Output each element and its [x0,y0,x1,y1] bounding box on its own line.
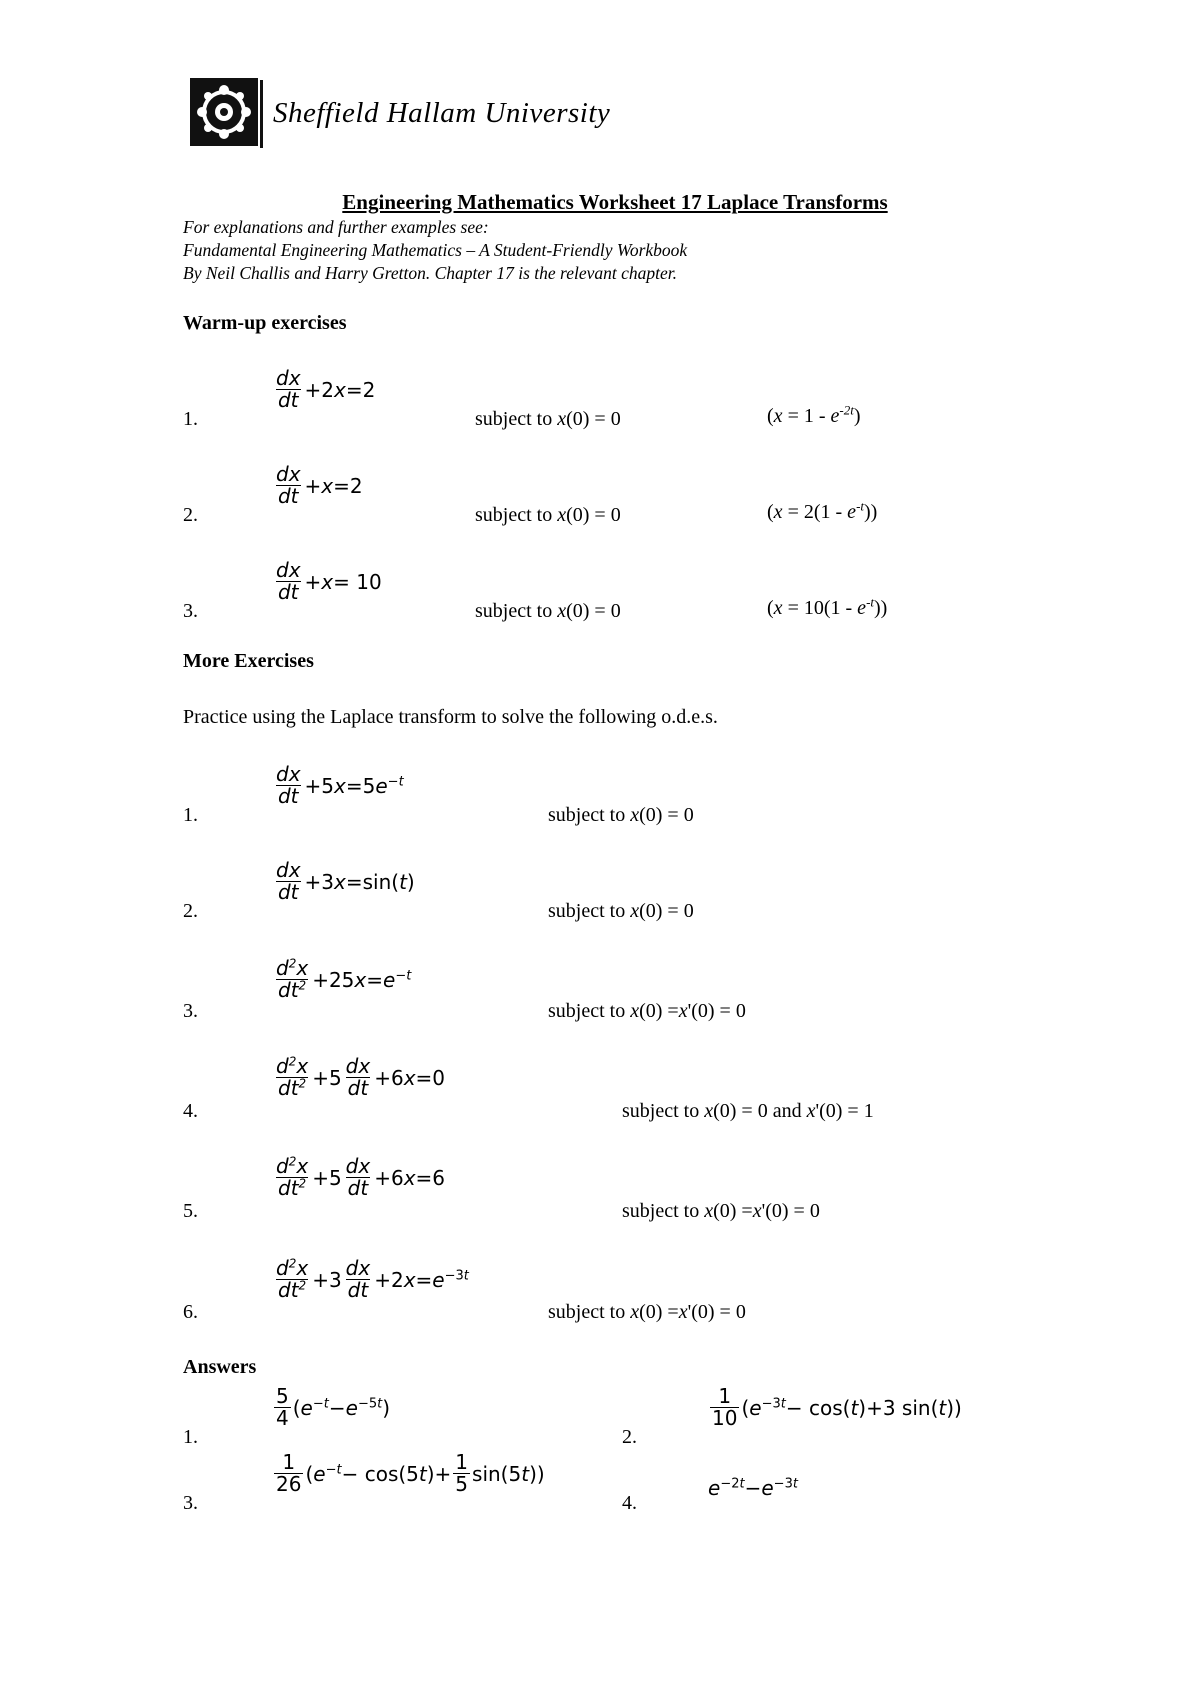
warmup-answer-1: $(x = 1 - e^{-2t})$ [767,402,861,427]
warmup-condition-3: subject to x(0) = 0 [475,600,621,622]
warmup-heading: Warm-up exercises [183,312,347,334]
warmup-number-2: 2. [183,504,198,526]
exercise-condition-2: subject to x(0) = 0 [548,900,694,922]
warmup-condition-2: subject to x(0) = 0 [475,504,621,526]
answer-expression-2: $\frac{1}{10}$ ($e^{-3t}- \cos(t)+3$ sin(t)) [712,1384,962,1430]
exercise-number-2: 2. [183,900,198,922]
exercise-equation-3: $\frac{d^2x}{dt^2}$ $+25x=e^{-t}$ [276,956,412,1002]
warmup-number-3: 3. [183,600,198,622]
reference-line-2: Fundamental Engineering Mathematics – A Student-Friendly Workbook [183,240,688,260]
answer-expression-1: $\frac{5}{4}$ $(e^{-t}-e^{-5t})$ [276,1384,391,1430]
exercise-equation-5: $\frac{d^2x}{dt^2}$ +5 $\frac{dx}{dt}$ +6x=6 [276,1154,446,1200]
answer-expression-4: $e^{-2t}-e^{-3t}$ [708,1476,798,1500]
exercise-condition-3: subject to x(0) =x'(0) = 0 [548,1000,746,1022]
exercise-number-6: 6. [183,1301,198,1323]
exercise-condition-4: subject to x(0) = 0 and x'(0) = 1 [622,1100,874,1122]
exercise-condition-6: subject to x(0) =x'(0) = 0 [548,1301,746,1323]
exercise-equation-4: $\frac{d^2x}{dt^2}$ +5 $\frac{dx}{dt}$ +6x=0 [276,1054,446,1100]
exercise-equation-2: $\frac{dx}{dt}$ +3x=sin(t) [276,858,415,904]
logo-divider [260,80,263,148]
warmup-equation-3: $\frac{dx}{dt}$ +x= 10 [276,558,382,604]
exercise-condition-1: subject to x(0) = 0 [548,804,694,826]
answers-heading: Answers [183,1356,257,1378]
reference-line-3: By Neil Challis and Harry Gretton. Chapter 17 is the relevant chapter. [183,263,677,283]
warmup-equation-1: $\frac{dx}{dt}$ +2x=2 [276,366,376,412]
answer-number-3: 3. [183,1492,198,1514]
more-exercises-intro: Practice using the Laplace transform to solve the following o.d.e.s. [183,706,718,728]
exercise-equation-6: $\frac{d^2x}{dt^2}$ +3 $\frac{dx}{dt}$ $+2x=e^{-3t}$ [276,1256,469,1302]
worksheet-title: Engineering Mathematics Worksheet 17 Laplace Transforms [342,190,888,214]
more-exercises-heading: More Exercises [183,650,314,672]
warmup-equation-2: $\frac{dx}{dt}$ +x=2 [276,462,363,508]
warmup-answer-3: $(x = 10(1 - e^{-t}))$ [767,594,888,619]
university-name: Sheffield Hallam University [273,97,611,129]
warmup-condition-1: subject to x(0) = 0 [475,408,621,430]
university-crest-icon [190,78,258,146]
answer-number-4: 4. [622,1492,637,1514]
exercise-number-1: 1. [183,804,198,826]
reference-line-1: For explanations and further examples see: [183,217,489,237]
exercise-condition-5: subject to x(0) =x'(0) = 0 [622,1200,820,1222]
exercise-equation-1: $\frac{dx}{dt}$ $+5x=5e^{-t}$ [276,762,404,808]
answer-number-1: 1. [183,1426,198,1448]
exercise-number-5: 5. [183,1200,198,1222]
answer-expression-3: $\frac{1}{26}$ ($e^{-t}- \cos(5t)+$ $\frac{1}{5}$ sin(5t)) [276,1450,545,1496]
warmup-answer-2: $(x = 2(1 - e^{-t}))$ [767,498,878,523]
exercise-number-4: 4. [183,1100,198,1122]
answer-number-2: 2. [622,1426,637,1448]
warmup-number-1: 1. [183,408,198,430]
exercise-number-3: 3. [183,1000,198,1022]
